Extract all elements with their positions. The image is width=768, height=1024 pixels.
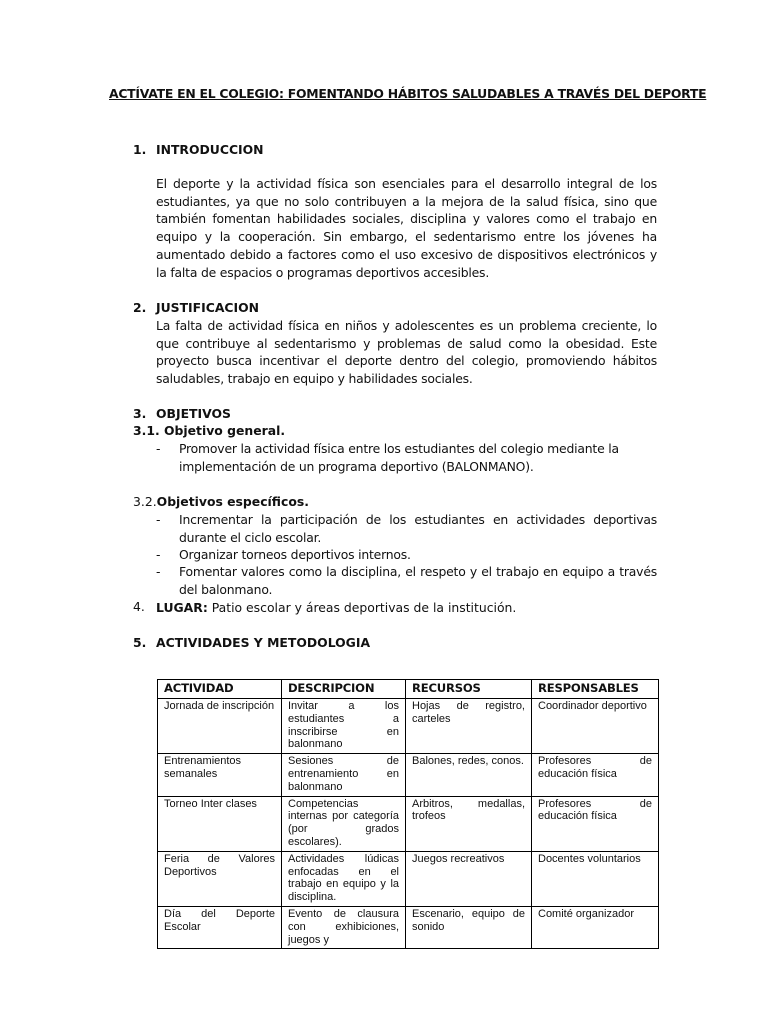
table-header-cell: DESCRIPCION bbox=[282, 680, 406, 699]
justificacion-paragraph: La falta de actividad física en niños y adolescentes es un problema creciente, lo que contribuye al sedentarismo y problemas de salud como la obesidad. Este proyecto busca incentivar el deporte dentro del colegio, promoviendo hábitos saludables, trabajo en equipo y habilidades sociales. bbox=[156, 318, 657, 387]
subsection-general-number: 3.1. bbox=[133, 423, 160, 438]
table-cell: Docentes voluntarios bbox=[532, 851, 659, 906]
table-cell: Juegos recreativos bbox=[406, 851, 532, 906]
table-header-cell: RESPONSABLES bbox=[532, 680, 659, 699]
objetivo-general-item: Promover la actividad física entre los estudiantes del colegio mediante la implementación de un programa deportivo (BALONMANO). bbox=[179, 441, 619, 474]
table-header-row bbox=[158, 680, 659, 699]
table-cell: Coordinador deportivo bbox=[532, 699, 659, 754]
table-cell: Día del Deporte Escolar bbox=[158, 906, 282, 948]
document-title: ACTÍVATE EN EL COLEGIO: FOMENTANDO HÁBITOS SALUDABLES A TRAVÉS DEL DEPORTE bbox=[109, 86, 707, 101]
table-cell: Competencias internas por categoría (por grados escolares). bbox=[282, 796, 406, 851]
subsection-general bbox=[133, 423, 285, 438]
section-heading-objetivos: OBJETIVOS bbox=[156, 406, 231, 421]
table-cell: Evento de clausura con exhibiciones, juegos y bbox=[282, 906, 406, 948]
section-number-actividades: 5. bbox=[133, 635, 147, 650]
table-row bbox=[158, 699, 659, 754]
table-header-cell: RECURSOS bbox=[406, 680, 532, 699]
table-row bbox=[158, 906, 659, 948]
table-cell: Escenario, equipo de sonido bbox=[406, 906, 532, 948]
table-cell: Comité organizador bbox=[532, 906, 659, 948]
section-number-justificacion: 2. bbox=[133, 300, 147, 315]
section-heading-intro: INTRODUCCION bbox=[156, 142, 264, 157]
section-number-intro: 1. bbox=[133, 142, 147, 157]
bullet-dash: - bbox=[156, 564, 161, 579]
table-cell: Arbitros, medallas, trofeos bbox=[406, 796, 532, 851]
section-number-lugar: 4. bbox=[133, 599, 145, 614]
table-cell: Feria de Valores Deportivos bbox=[158, 851, 282, 906]
subsection-especificos bbox=[133, 494, 309, 509]
subsection-general-heading: Objetivo general. bbox=[164, 423, 286, 438]
lugar-line bbox=[156, 599, 516, 617]
table-cell: Invitar a los estudiantes a inscribirse en balonmano bbox=[282, 699, 406, 754]
objetivo-especifico-item: Incrementar la participación de los estudiantes en actividades deportivas durante el ciclo escolar. bbox=[179, 512, 657, 545]
lugar-text: Patio escolar y áreas deportivas de la institución. bbox=[211, 600, 517, 615]
table-row bbox=[158, 851, 659, 906]
lugar-label: LUGAR: bbox=[156, 600, 208, 615]
table-cell: Profesores de educación física bbox=[532, 754, 659, 796]
table-cell: Jornada de inscripción bbox=[158, 699, 282, 754]
table-cell: Balones, redes, conos. bbox=[406, 754, 532, 796]
intro-paragraph: El deporte y la actividad física son esenciales para el desarrollo integral de los estudiantes, ya que no solo contribuyen a la mejora de la salud física, sino que también fomentan habilidades sociales, disciplina y valores como el trabajo en equipo y la cooperación. Sin embargo, el sedentarismo entre los jóvenes ha aumentado debido a factores como el uso excesivo de dispositivos electrónicos y la falta de espacios o programas deportivos accesibles. bbox=[156, 176, 657, 280]
table-cell: Profesores de educación física bbox=[532, 796, 659, 851]
table-row bbox=[158, 754, 659, 796]
activities-table bbox=[157, 679, 659, 949]
objetivo-especifico-item: Fomentar valores como la disciplina, el respeto y el trabajo en equipo a través del balonmano. bbox=[179, 564, 657, 597]
section-heading-justificacion: JUSTIFICACION bbox=[156, 300, 260, 315]
bullet-dash: - bbox=[156, 547, 161, 562]
section-heading-actividades: ACTIVIDADES Y METODOLOGIA bbox=[156, 635, 371, 650]
objetivo-especifico-item: Organizar torneos deportivos internos. bbox=[179, 547, 411, 562]
table-header-cell: ACTIVIDAD bbox=[158, 680, 282, 699]
bullet-dash: - bbox=[156, 512, 161, 527]
table-row bbox=[158, 796, 659, 851]
subsection-especificos-heading: Objetivos específicos. bbox=[156, 494, 309, 509]
table-cell: Hojas de registro, carteles bbox=[406, 699, 532, 754]
subsection-especificos-number: 3.2. bbox=[133, 494, 157, 509]
table-cell: Actividades lúdicas enfocadas en el trabajo en equipo y la disciplina. bbox=[282, 851, 406, 906]
table-cell: Entrenamientos semanales bbox=[158, 754, 282, 796]
section-number-objetivos: 3. bbox=[133, 406, 147, 421]
table-cell: Torneo Inter clases bbox=[158, 796, 282, 851]
table-cell: Sesiones de entrenamiento en balonmano bbox=[282, 754, 406, 796]
bullet-dash: - bbox=[156, 441, 161, 456]
